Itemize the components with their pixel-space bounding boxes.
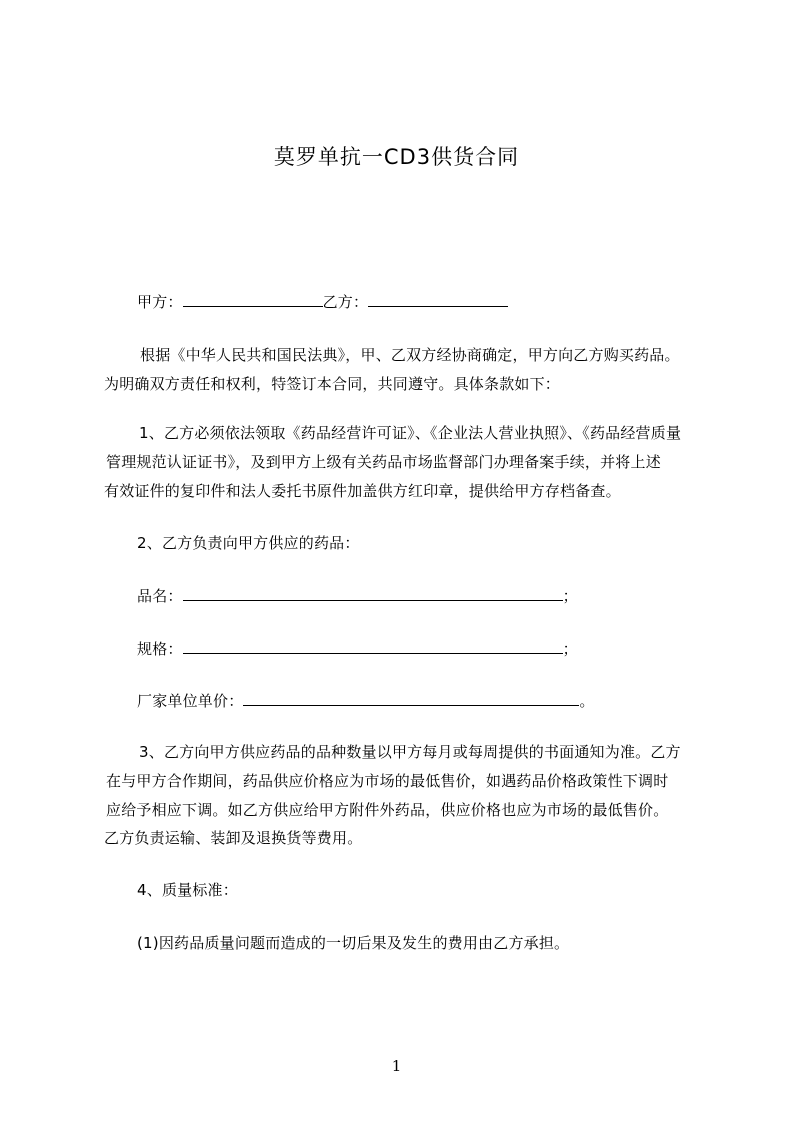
product-name-semicolon: ； <box>562 587 578 605</box>
spec-semicolon: ； <box>562 640 578 658</box>
spec-line <box>137 638 578 659</box>
product-name-blank[interactable] <box>183 585 563 601</box>
document-title: 莫罗单抗一CD3供货合同 <box>273 145 520 169</box>
product-name-line <box>137 585 578 606</box>
party-a-label: 甲方： <box>137 293 183 311</box>
clause4-heading: 4、质量标准： <box>137 881 238 899</box>
clause1-line-2: 管理规范认证证书》，及到甲方上级有关药品市场监督部门办理备案手续，并将上述 <box>106 453 661 471</box>
intro-line-1: 根据《中华人民共和国民法典》，甲、乙双方经协商确定，甲方向乙方购买药品。 <box>140 346 680 364</box>
party-a-blank[interactable] <box>183 291 323 307</box>
party-b-blank[interactable] <box>368 291 508 307</box>
clause3-line-4: 乙方负责运输、装卸及退换货等费用。 <box>104 829 363 847</box>
clause3-line-3: 应给予相应下调。如乙方供应给甲方附件外药品，供应价格也应为市场的最低售价。 <box>106 801 669 819</box>
party-b-label: 乙方： <box>322 293 369 311</box>
parties-line <box>137 291 508 312</box>
intro-line-2: 为明确双方责任和权利，特签订本合同，共同遵守。具体条款如下： <box>104 375 561 393</box>
page-number: 1 <box>391 1057 402 1075</box>
clause3-line-1: 3、乙方向甲方供应药品的品种数量以甲方每月或每周提供的书面通知为准。乙方 <box>139 743 681 761</box>
unit-price-blank[interactable] <box>243 690 579 706</box>
unit-price-label: 厂家单位单价： <box>137 692 244 710</box>
clause2-heading: 2、乙方负责向甲方供应的药品： <box>137 534 360 552</box>
clause3-line-2: 在与甲方合作期间，药品供应价格应为市场的最低售价，如遇药品价格政策性下调时 <box>106 772 669 790</box>
clause4-item-1: (1)因药品质量问题而造成的一切后果及发生的费用由乙方承担。 <box>137 934 570 952</box>
unit-price-line <box>137 690 595 711</box>
spec-label: 规格： <box>137 640 183 658</box>
clause1-line-3: 有效证件的复印件和法人委托书原件加盖供方红印章，提供给甲方存档备查。 <box>104 482 621 500</box>
spec-blank[interactable] <box>183 638 563 654</box>
clause1-line-1: 1、乙方必须依法领取《药品经营许可证》、《企业法人营业执照》、《药品经营质量 <box>139 424 682 442</box>
unit-price-period: 。 <box>579 692 595 710</box>
product-name-label: 品名： <box>137 587 183 605</box>
